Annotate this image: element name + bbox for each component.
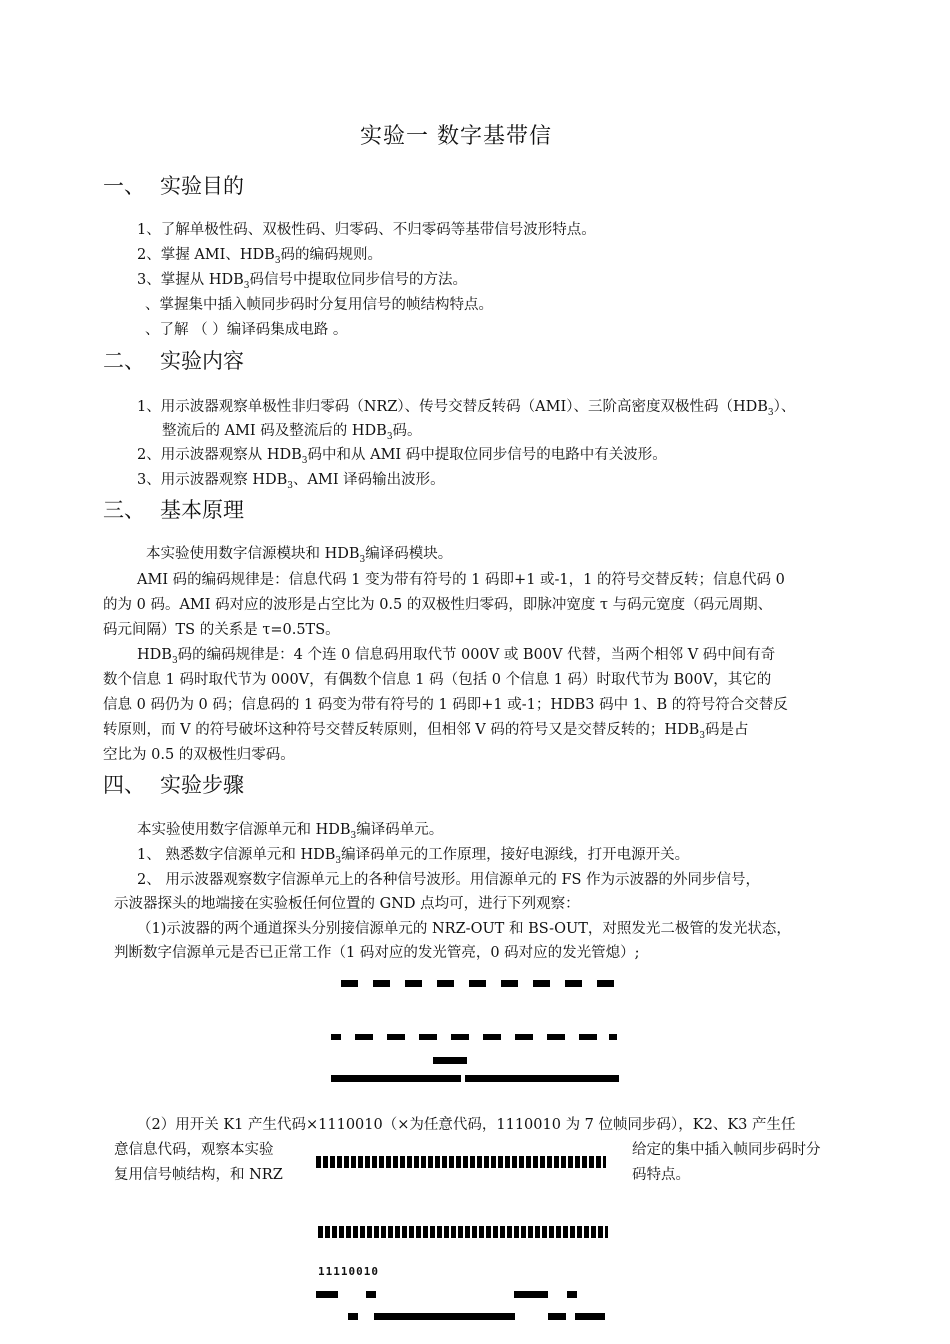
principle-line: 码元间隔）TS 的关系是 τ=0.5TS。 — [103, 622, 340, 638]
waveform-pulse — [483, 1034, 501, 1040]
step-line: 给定的集中插入帧同步码时分 — [632, 1142, 821, 1158]
principle-line: 信息 0 码仍为 0 码；信息码的 1 码变为带有符号的 1 码即+1 或-1；HDB3 码中 1、B 的符号符合交替反 — [103, 697, 788, 713]
step-line: 示波器探头的地端接在实验板任何位置的 GND 点均可，进行下列观察： — [114, 896, 580, 912]
waveform-pulse — [348, 1313, 358, 1320]
waveform-pulse — [597, 980, 614, 987]
waveform-pulse — [579, 1034, 597, 1040]
waveform-pulse — [609, 1034, 617, 1040]
content-item: 3、用示波器观察 $HDB_3$、AMI 译码输出波形。 — [137, 472, 445, 491]
waveform-pulse — [374, 1313, 515, 1320]
step-line: 本实验使用数字信源单元和 $HDB_3$编译码单元。 — [137, 822, 444, 841]
content-item-continuation: 整流后的 AMI 码及整流后的 $HDB_3$码。 — [162, 423, 422, 442]
waveform-pulse — [469, 980, 486, 987]
waveform-pulse — [405, 980, 422, 987]
section-heading: 基本原理 — [160, 498, 244, 522]
waveform-pulse — [331, 1075, 461, 1082]
content-item: 2、用示波器观察从 $HDB_3$码中和从 AMI 码中提取位同步信号的电路中有关波形。 — [137, 447, 667, 466]
step-line: （2）用开关 K1 产生代码×1110010（×为任意代码，1110010 为 7 位帧同步码），K2、K3 产生任 — [137, 1117, 796, 1133]
objective-item: 3、掌握从 $HDB_3$码信号中提取位同步信号的方法。 — [137, 272, 467, 291]
objective-item: 1、了解单极性码、双极性码、归零码、不归零码等基带信号波形特点。 — [137, 222, 596, 238]
section-number: 四、 — [103, 773, 145, 797]
frame-sync-label: 11110010 — [318, 1265, 379, 1278]
step-line: 1、 熟悉数字信源单元和 $HDB_3$编译码单元的工作原理，接好电源线，打开电源开关。 — [137, 847, 690, 866]
waveform-pulse — [451, 1034, 469, 1040]
step-line: 复用信号帧结构，和 NRZ — [114, 1167, 283, 1183]
section-heading: 实验步骤 — [160, 773, 244, 797]
section-number: 一、 — [103, 174, 145, 198]
waveform-pulse — [533, 980, 550, 987]
waveform-pulse — [316, 1291, 338, 1298]
principle-line: 转原则，而 V 的符号破坏这种符号交替反转原则，但相邻 V 码的符号又是交替反转的；$HDB_3$码是占 — [103, 722, 749, 741]
waveform-pulse — [501, 980, 518, 987]
principle-line: 空比为 0.5 的双极性归零码。 — [103, 747, 295, 763]
waveform-pulse — [355, 1034, 373, 1040]
principle-line: 的为 0 码。AMI 码对应的波形是占空比为 0.5 的双极性归零码，即脉冲宽度 τ 与码元宽度（码元周期、 — [103, 597, 773, 613]
page-title: 实验一 数字基带信 — [360, 124, 552, 149]
objective-item: 、了解 （ ）编译码集成电路 。 — [145, 322, 348, 338]
waveform-pulse — [341, 980, 358, 987]
step-line: 2、 用示波器观察数字信源单元上的各种信号波形。用信源单元的 FS 作为示波器的外同步信号， — [137, 872, 761, 888]
waveform-pulse — [565, 980, 582, 987]
waveform-pulse — [514, 1291, 548, 1298]
step-line: 码特点。 — [632, 1167, 690, 1183]
waveform-pulse — [437, 980, 454, 987]
step-line: 判断数字信源单元是否已正常工作（1 码对应的发光管亮，0 码对应的发光管熄）; — [114, 945, 640, 961]
section-heading: 实验内容 — [160, 349, 244, 373]
waveform-pulse — [548, 1313, 566, 1320]
clock-waveform — [316, 1156, 606, 1168]
clock-waveform — [318, 1226, 608, 1238]
waveform-pulse — [465, 1075, 619, 1082]
principle-line: AMI 码的编码规律是：信息代码 1 变为带有符号的 1 码即+1 或-1，1 的符号交替反转；信息代码 0 — [137, 572, 785, 588]
waveform-pulse — [547, 1034, 565, 1040]
waveform-pulse — [387, 1034, 405, 1040]
waveform-pulse — [373, 980, 390, 987]
waveform-pulse — [515, 1034, 533, 1040]
objective-item: 、掌握集中插入帧同步码时分复用信号的帧结构特点。 — [145, 297, 493, 313]
step-line: （1)示波器的两个通道探头分别接信源单元的 NRZ-OUT 和 BS-OUT，对照发光二极管的发光状态， — [137, 921, 791, 937]
step-line: 意信息代码，观察本实验 — [114, 1142, 274, 1158]
section-heading: 实验目的 — [160, 174, 244, 198]
waveform-pulse — [433, 1057, 467, 1064]
principle-line: 数个信息 1 码时取代节为 000V，有偶数个信息 1 码（包括 0 个信息 1 码）时取代节为 B00V，其它的 — [103, 672, 772, 688]
waveform-pulse — [575, 1313, 605, 1320]
waveform-pulse — [331, 1034, 341, 1040]
waveform-pulse — [419, 1034, 437, 1040]
section-number: 二、 — [103, 349, 145, 373]
objective-item: 2、掌握 AMI、$HDB_3$码的编码规则。 — [137, 247, 383, 266]
waveform-pulse — [366, 1291, 376, 1298]
section-number: 三、 — [103, 498, 145, 522]
waveform-pulse — [567, 1291, 577, 1298]
principle-paragraph: 本实验使用数字信源模块和 $HDB_3$编译码模块。 — [146, 546, 453, 565]
principle-line: $HDB_3$码的编码规律是：4 个连 0 信息码用取代节 000V 或 B00V 代替，当两个相邻 V 码中间有奇 — [137, 647, 776, 666]
content-item: 1、用示波器观察单极性非归零码（NRZ）、传号交替反转码（AMI）、三阶高密度双极性码$(HDB_3)$、 — [137, 399, 796, 418]
